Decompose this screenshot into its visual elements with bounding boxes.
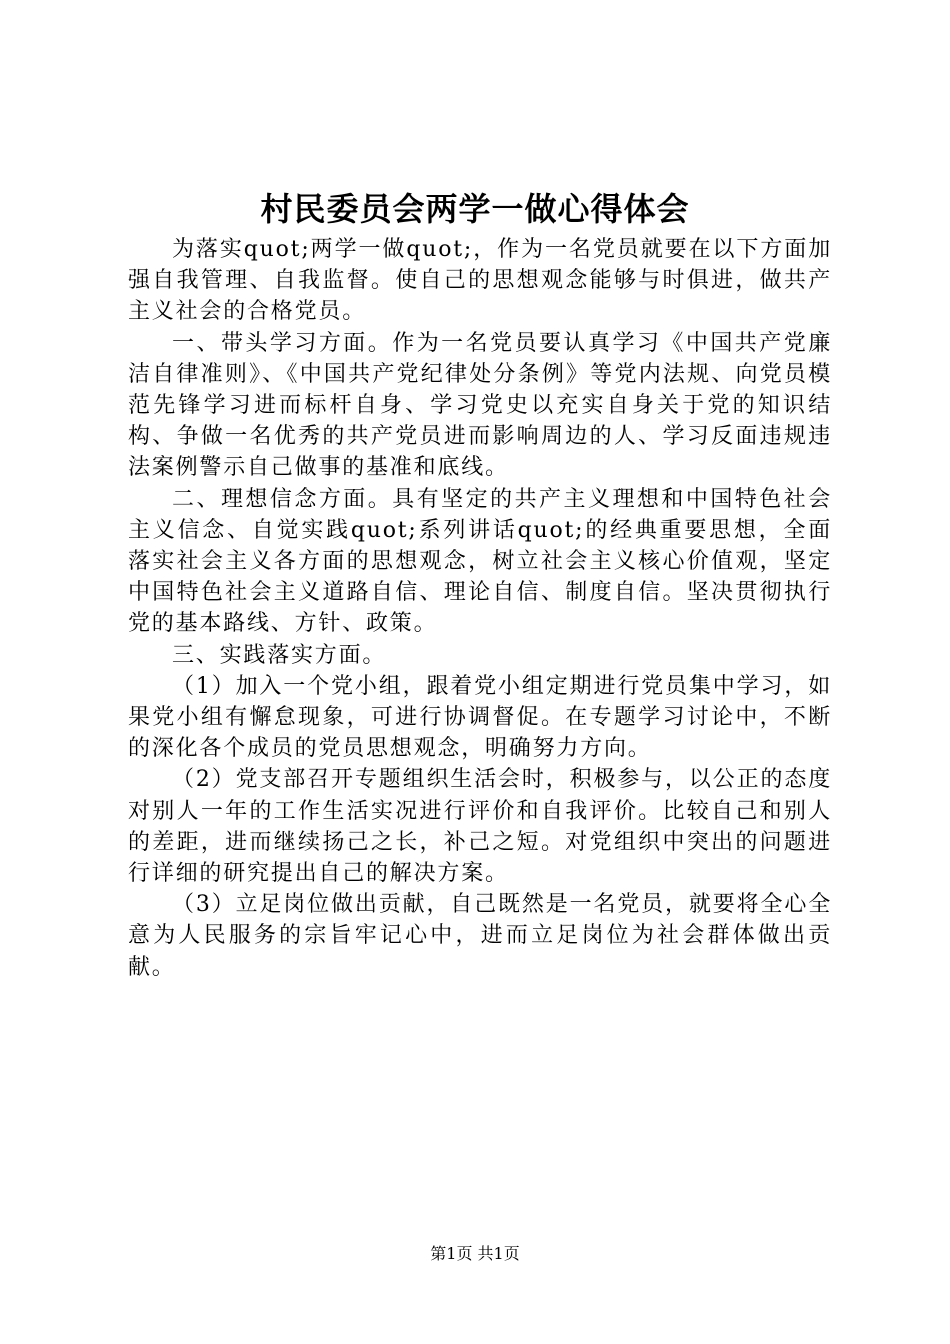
paragraph-practice-2: （2）党支部召开专题组织生活会时，积极参与，以公正的态度对别人一年的工作生活实况进行评价和自我评价。比较自己和别人的差距，进而继续扬己之长，补己之短。对党组织中突出的问题进行详细的研究提出自己的解决方案。 <box>128 767 832 887</box>
paragraph-ideals: 二、理想信念方面。具有坚定的共产主义理想和中国特色社会主义信念、自觉实践quot;系列讲话quot;的经典重要思想，全面落实社会主义各方面的思想观念，树立社会主义核心价值观，坚定中国特色社会主义道路自信、理论自信、制度自信。坚决贯彻执行党的基本路线、方针、政策。 <box>128 486 832 637</box>
paragraph-intro: 为落实quot;两学一做quot;，作为一名党员就要在以下方面加强自我管理、自我监督。使自己的思想观念能够与时俱进，做共产主义社会的合格党员。 <box>128 237 832 325</box>
paragraph-study: 一、带头学习方面。作为一名党员要认真学习《中国共产党廉洁自律准则》、《中国共产党纪律处分条例》等党内法规、向党员模范先锋学习进而标杆自身、学习党史以充实自身关于党的知识结构、争做一名优秀的共产党员进而影响周边的人、学习反面违规违法案例警示自己做事的基准和底线。 <box>128 330 832 481</box>
paragraph-practice-3: （3）立足岗位做出贡献，自己既然是一名党员，就要将全心全意为人民服务的宗旨牢记心中，进而立足岗位为社会群体做出贡献。 <box>128 892 832 980</box>
document-body <box>128 234 832 983</box>
page-number-footer: 第1页 共1页 <box>430 1244 520 1263</box>
paragraph-practice-heading: 三、实践落实方面。 <box>172 642 387 668</box>
document-title: 村民委员会两学一做心得体会 <box>260 190 690 228</box>
paragraph-practice-1: （1）加入一个党小组，跟着党小组定期进行党员集中学习，如果党小组有懈怠现象，可进行协调督促。在专题学习讨论中，不断的深化各个成员的党员思想观念，明确努力方向。 <box>128 673 832 762</box>
